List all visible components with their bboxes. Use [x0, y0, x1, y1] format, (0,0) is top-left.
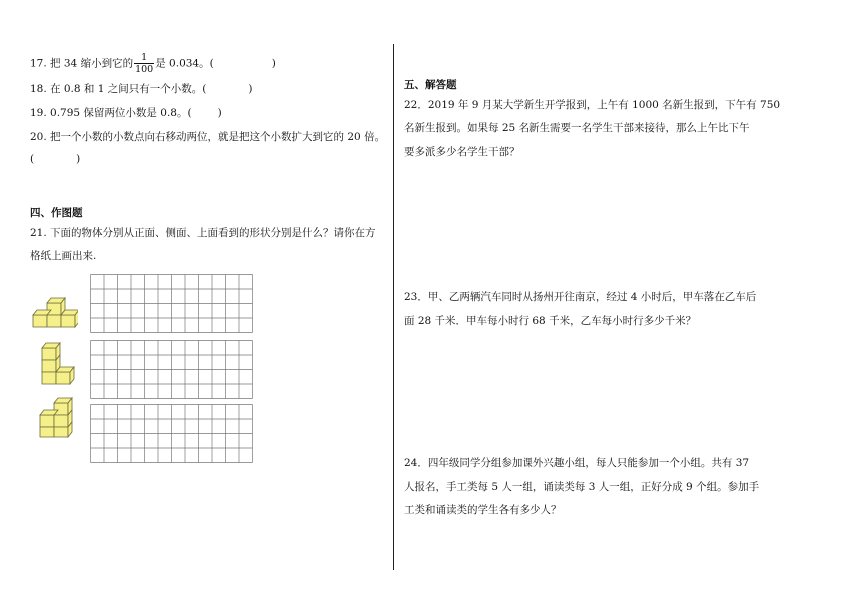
question-23-line2: 面 28 千米．甲车每小时行 68 千米，乙车每小时行多少千米？ — [404, 315, 697, 327]
question-22-line3: 要多派多少名学生干部？ — [404, 146, 520, 158]
grid-paper-1 — [90, 274, 254, 334]
section-5-title: 五、解答题 — [404, 79, 457, 91]
question-17: 17. 把 34 缩小到它的 $\frac{1}{100}$ 是 0.034。( ) — [30, 52, 276, 75]
question-22-line2: 名新生报到。如果每 25 名新生需要一名学生干部来接待，那么上午比下午 — [404, 122, 750, 134]
question-21-line2: 格纸上画出来. — [30, 250, 97, 262]
cube-figure-2 — [38, 340, 76, 390]
question-24-line2: 人报名，手工类每 5 人一组，诵读类每 3 人一组，正好分成 9 个组。参加手 — [404, 481, 760, 493]
grid-paper-2 — [90, 340, 254, 400]
section-4-title: 四、作图题 — [30, 207, 83, 219]
question-24-line3: 工类和诵读类的学生各有多少人？ — [404, 504, 562, 516]
grid-paper-3 — [90, 404, 254, 464]
question-18: 18. 在 0.8 和 1 之间只有一个小数。( ) — [30, 83, 253, 95]
cube-figure-1 — [30, 295, 78, 331]
column-divider — [393, 44, 394, 570]
question-20: 20. 把一个小数的小数点向右移动两位，就是把这个小数扩大到它的 20 倍。 — [30, 131, 386, 143]
question-24-line1: 24．四年级同学分组参加课外兴趣小组，每人只能参加一个小组。共有 37 — [404, 457, 750, 469]
question-21-line1: 21. 下面的物体分别从正面、侧面、上面看到的形状分别是什么？请你在方 — [30, 227, 376, 239]
question-20-answer: ( ) — [30, 153, 81, 165]
fraction: $\frac{1}{100}$ — [135, 52, 154, 75]
question-23-line1: 23．甲、乙两辆汽车同时从扬州开往南京，经过 4 小时后，甲车落在乙车后 — [404, 291, 757, 303]
cube-figure-3 — [36, 395, 76, 439]
question-19: 19. 0.795 保留两位小数是 0.8。( ) — [30, 107, 222, 119]
question-22-line1: 22．2019 年 9 月某大学新生开学报到，上午有 1000 名新生报到，下午有 750 — [404, 99, 781, 111]
